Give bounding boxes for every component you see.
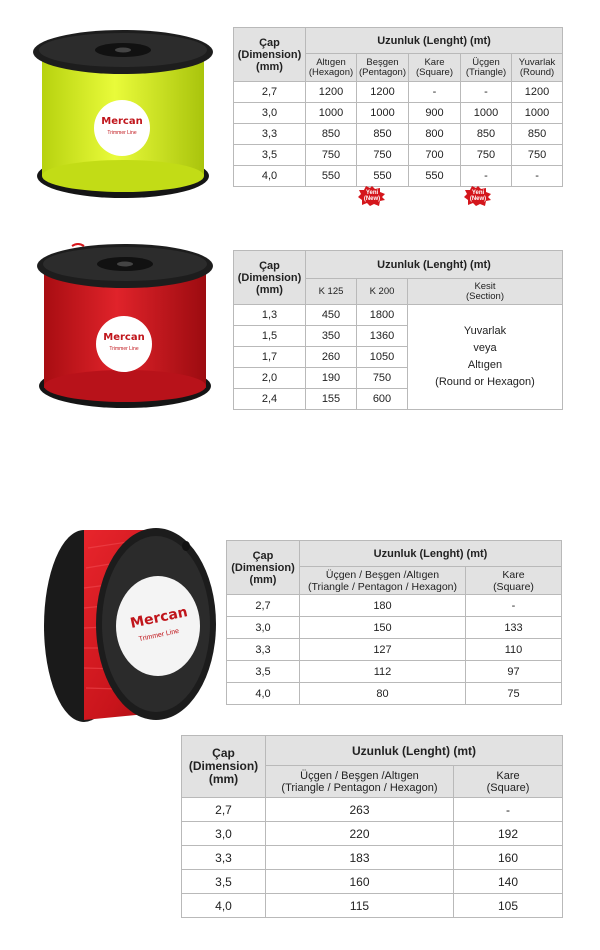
new-badge-triangle bbox=[464, 186, 492, 206]
brand-product-text: Trimmer Line bbox=[109, 346, 139, 352]
table-row: 3,5 750 750 700 750 750 bbox=[234, 145, 563, 166]
col-section: Kesit (Section) bbox=[408, 279, 563, 305]
new-badge-text-2: (New) bbox=[469, 196, 487, 202]
table-row: 1,5 350 1360 bbox=[234, 326, 563, 347]
red-spool-image bbox=[32, 240, 218, 416]
col-triangle: Üçgen (Triangle) bbox=[461, 54, 512, 82]
table-row: 3,3 183 160 bbox=[182, 846, 563, 870]
table-row: 4,0 80 75 bbox=[227, 683, 562, 705]
brand-product-text: Trimmer Line bbox=[138, 627, 180, 644]
spec-table-1 bbox=[233, 27, 563, 187]
col-round: Yuvarlak (Round) bbox=[512, 54, 563, 82]
length-header: Uzunluk (Lenght) (mt) bbox=[300, 541, 562, 567]
new-badge-text-1: Yeni bbox=[365, 190, 379, 196]
mercan-label bbox=[94, 100, 150, 156]
table-row: 2,0 190 750 bbox=[234, 368, 563, 389]
spec-table-3 bbox=[226, 540, 562, 705]
brand-logo-text: Mercan bbox=[101, 116, 143, 127]
section-cell: Yuvarlak veya Altıgen (Round or Hexagon) bbox=[408, 305, 563, 410]
brand-product-text: Trimmer Line bbox=[107, 130, 137, 136]
dimension-header: Çap (Dimension) (mm) bbox=[234, 28, 306, 82]
table-row: 4,0 115 105 bbox=[182, 894, 563, 918]
yellow-spool-image bbox=[28, 26, 218, 206]
table-row: 3,0 220 192 bbox=[182, 822, 563, 846]
length-header: Uzunluk (Lenght) (mt) bbox=[266, 736, 563, 766]
table-row: 3,3 850 850 800 850 850 bbox=[234, 124, 563, 145]
table-row: 1,7 260 1050 bbox=[234, 347, 563, 368]
table-row: 2,4 155 600 bbox=[234, 389, 563, 410]
col-hexagon: Altıgen (Hexagon) bbox=[306, 54, 357, 82]
dimension-header: Çap (Dimension) (mm) bbox=[227, 541, 300, 595]
table-row: 3,3 127 110 bbox=[227, 639, 562, 661]
col-k200: K 200 bbox=[357, 279, 408, 305]
mercan-label bbox=[96, 316, 152, 372]
col-k125: K 125 bbox=[306, 279, 357, 305]
table-row: 2,7 263 - bbox=[182, 798, 563, 822]
brand-logo-text: Mercan bbox=[128, 604, 190, 632]
dimension-header: Çap (Dimension) (mm) bbox=[182, 736, 266, 798]
col-square: Kare (Square) bbox=[466, 567, 562, 595]
col-square: Kare (Square) bbox=[454, 766, 563, 798]
brand-logo-text: Mercan bbox=[103, 332, 145, 343]
table-row: 3,5 112 97 bbox=[227, 661, 562, 683]
spec-table-4 bbox=[181, 735, 563, 918]
table-row: 3,0 150 133 bbox=[227, 617, 562, 639]
length-header: Uzunluk (Lenght) (mt) bbox=[306, 251, 563, 279]
red-side-spool-image bbox=[26, 508, 222, 728]
spec-table-2 bbox=[233, 250, 563, 410]
table-row: 4,0 550 550 550 - - bbox=[234, 166, 563, 187]
col-triangle-pentagon-hexagon: Üçgen / Beşgen /Altıgen (Triangle / Pentagon / Hexagon) bbox=[266, 766, 454, 798]
table-row: 2,7 180 - bbox=[227, 595, 562, 617]
table-row: 3,0 1000 1000 900 1000 1000 bbox=[234, 103, 563, 124]
new-badge-text-1: Yeni bbox=[471, 190, 485, 196]
table-row: 1,3 450 1800 Yuvarlak veya Altıgen (Round or Hexagon) bbox=[234, 305, 563, 326]
length-header: Uzunluk (Lenght) (mt) bbox=[306, 28, 563, 54]
col-pentagon: Beşgen (Pentagon) bbox=[357, 54, 409, 82]
col-triangle-pentagon-hexagon: Üçgen / Beşgen /Altıgen (Triangle / Pentagon / Hexagon) bbox=[300, 567, 466, 595]
col-square: Kare (Square) bbox=[409, 54, 461, 82]
new-badge-pentagon bbox=[358, 186, 386, 206]
new-badge-text-2: (New) bbox=[363, 196, 381, 202]
table-row: 2,7 1200 1200 - - 1200 bbox=[234, 82, 563, 103]
table-row: 3,5 160 140 bbox=[182, 870, 563, 894]
dimension-header: Çap (Dimension) (mm) bbox=[234, 251, 306, 305]
